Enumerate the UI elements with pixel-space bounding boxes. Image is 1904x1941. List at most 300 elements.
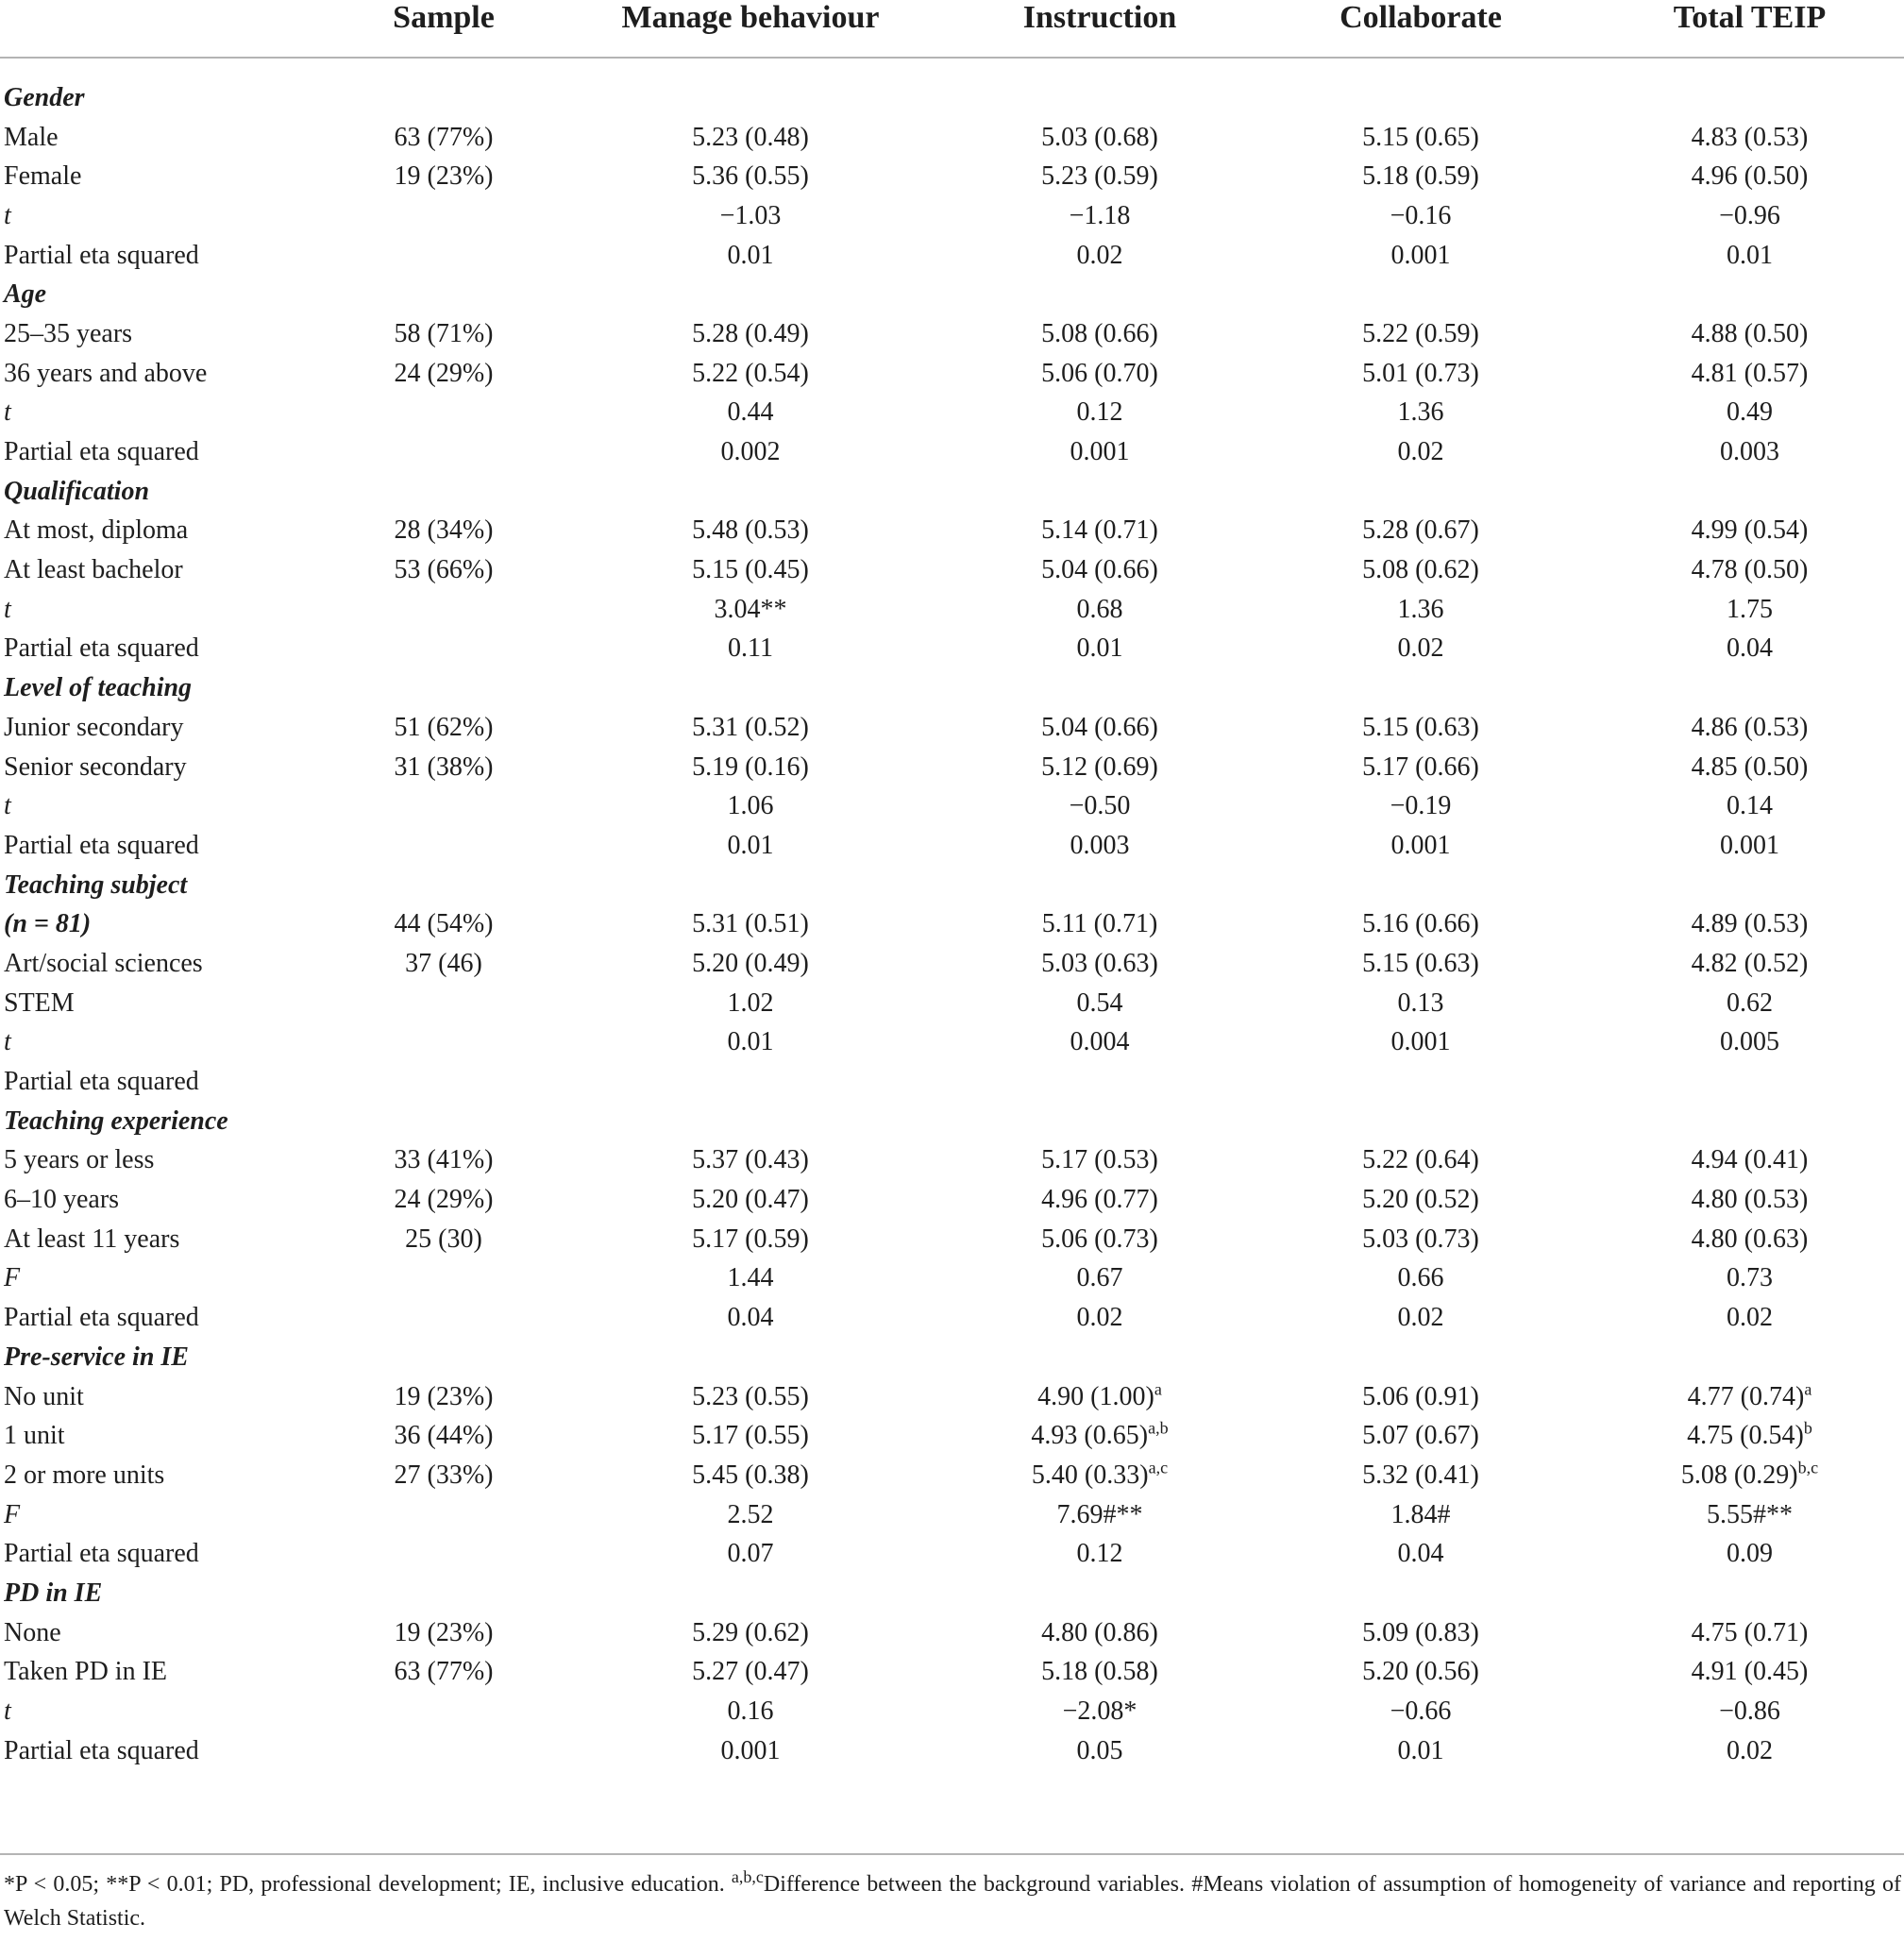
table-cell xyxy=(548,1416,953,1456)
cell-value: 0.001 xyxy=(1070,437,1130,467)
table-cell xyxy=(1595,1220,1904,1259)
table-row xyxy=(0,708,1904,748)
table-cell xyxy=(1595,1259,1904,1299)
table-cell xyxy=(548,1456,953,1495)
table-cell xyxy=(548,984,953,1023)
cell-superscript: a,b xyxy=(1148,1418,1169,1438)
group-header-row xyxy=(0,904,1904,944)
table-cell xyxy=(1246,1298,1595,1338)
cell-value: 4.86 (0.53) xyxy=(1691,712,1809,742)
column-header: Collaborate xyxy=(1246,0,1595,58)
cell-value: 5.09 (0.83) xyxy=(1362,1617,1479,1647)
table-cell xyxy=(953,1653,1246,1693)
cell-value: 0.02 xyxy=(1076,1303,1123,1333)
table-cell xyxy=(340,1731,548,1771)
table-cell xyxy=(1246,236,1595,276)
row-label: None xyxy=(4,1617,61,1647)
table-cell xyxy=(953,708,1246,748)
cell-value: 5.20 (0.56) xyxy=(1362,1657,1479,1687)
row-label: No unit xyxy=(4,1381,84,1411)
row-label: Teaching experience xyxy=(4,1106,228,1136)
table-cell xyxy=(548,1023,953,1063)
table-cell xyxy=(953,786,1246,826)
table-cell xyxy=(548,354,953,394)
cell-value: 0.02 xyxy=(1397,1303,1444,1333)
cell-value: 0.68 xyxy=(1076,594,1123,624)
table-cell xyxy=(953,1180,1246,1220)
cell-value: 51 (62%) xyxy=(394,712,494,742)
statistic-row xyxy=(0,394,1904,433)
table-cell xyxy=(1595,1338,1904,1377)
table-cell xyxy=(953,354,1246,394)
table-cell xyxy=(340,314,548,354)
cell-value: 0.12 xyxy=(1076,1539,1123,1569)
table-cell xyxy=(1246,630,1595,669)
statistic-row xyxy=(0,826,1904,866)
table-cell xyxy=(1246,78,1595,118)
table-cell xyxy=(548,78,953,118)
table-cell xyxy=(953,550,1246,590)
cell-value: 5.11 (0.71) xyxy=(1041,909,1158,939)
column-header: Sample xyxy=(340,0,548,58)
table-cell xyxy=(1246,748,1595,787)
table-cell xyxy=(1246,1023,1595,1063)
table-cell xyxy=(1246,668,1595,708)
row-label: Senior secondary xyxy=(4,751,187,782)
table-row xyxy=(0,1220,1904,1259)
statistic-row xyxy=(0,1692,1904,1731)
cell-value: −0.66 xyxy=(1390,1696,1452,1727)
table-cell xyxy=(1246,708,1595,748)
cell-value: 5.15 (0.63) xyxy=(1362,948,1479,978)
row-label: PD in IE xyxy=(4,1578,103,1608)
table-cell xyxy=(548,1220,953,1259)
table-cell xyxy=(953,826,1246,866)
cell-value: 0.001 xyxy=(1720,830,1779,860)
table-cell xyxy=(1595,590,1904,630)
table-cell xyxy=(953,236,1246,276)
table-cell xyxy=(953,275,1246,314)
table-cell xyxy=(340,394,548,433)
table-cell xyxy=(340,984,548,1023)
table-cell xyxy=(1246,354,1595,394)
table-cell xyxy=(1246,826,1595,866)
cell-value: 5.23 (0.59) xyxy=(1041,161,1158,192)
table-body xyxy=(0,58,1904,1771)
cell-value: 31 (38%) xyxy=(394,751,494,782)
table-cell xyxy=(953,118,1246,158)
table-cell xyxy=(953,1062,1246,1102)
cell-value: 5.20 (0.49) xyxy=(692,948,809,978)
table-row xyxy=(0,1456,1904,1495)
table-cell xyxy=(340,1062,548,1102)
table-cell xyxy=(1246,1102,1595,1141)
table-cell xyxy=(1595,1298,1904,1338)
cell-value: 1.44 xyxy=(727,1263,774,1293)
row-label: STEM xyxy=(4,987,75,1018)
cell-value: 5.03 (0.73) xyxy=(1362,1224,1479,1254)
table-cell xyxy=(1595,1613,1904,1653)
table-cell xyxy=(548,944,953,984)
table-cell xyxy=(340,1613,548,1653)
cell-value: 5.08 (0.29) xyxy=(1680,1460,1798,1490)
table-cell xyxy=(1246,1416,1595,1456)
table-cell xyxy=(548,630,953,669)
table-cell xyxy=(1595,1534,1904,1574)
statistic-row xyxy=(0,630,1904,669)
cell-value: 1.84# xyxy=(1390,1499,1451,1529)
table-cell xyxy=(953,1102,1246,1141)
cell-value: 0.01 xyxy=(1727,240,1773,270)
row-label: Junior secondary xyxy=(4,712,184,742)
table-cell xyxy=(953,668,1246,708)
table-cell xyxy=(1246,1220,1595,1259)
row-label: 6–10 years xyxy=(4,1185,120,1215)
cell-value: 5.20 (0.47) xyxy=(692,1185,809,1215)
table-cell xyxy=(340,1141,548,1181)
table-cell xyxy=(1246,275,1595,314)
table-cell xyxy=(548,1338,953,1377)
cell-value: 0.002 xyxy=(720,437,781,467)
table-cell xyxy=(953,1220,1246,1259)
table-cell xyxy=(1246,1613,1595,1653)
table-row xyxy=(0,1141,1904,1181)
table-cell xyxy=(548,1062,953,1102)
table-cell xyxy=(1595,786,1904,826)
row-label: At least bachelor xyxy=(4,555,183,585)
table-cell xyxy=(1246,1456,1595,1495)
table-cell xyxy=(340,1574,548,1613)
row-label: Female xyxy=(4,161,82,192)
cell-value: 5.20 (0.52) xyxy=(1362,1185,1479,1215)
table-row xyxy=(0,157,1904,196)
table-cell xyxy=(548,1692,953,1731)
row-label: (n = 81) xyxy=(4,909,92,939)
table-cell xyxy=(340,1653,548,1693)
row-label: Partial eta squared xyxy=(4,830,199,860)
table-cell xyxy=(1595,1141,1904,1181)
table-cell xyxy=(1595,1495,1904,1535)
cell-value: 5.28 (0.67) xyxy=(1362,515,1479,546)
row-label: Level of teaching xyxy=(4,673,193,703)
header-row xyxy=(0,0,1904,58)
row-label: t xyxy=(4,791,11,821)
cell-value: 0.12 xyxy=(1076,397,1123,428)
group-header-row xyxy=(0,668,1904,708)
table-cell xyxy=(953,157,1246,196)
table-cell xyxy=(340,708,548,748)
table-row xyxy=(0,1180,1904,1220)
table-cell xyxy=(1246,550,1595,590)
cell-value: 0.001 xyxy=(1390,1027,1451,1057)
table-cell xyxy=(548,118,953,158)
row-label: F xyxy=(4,1263,21,1293)
table-cell xyxy=(340,944,548,984)
table-cell xyxy=(953,1692,1246,1731)
table-cell xyxy=(1595,157,1904,196)
cell-value: 33 (41%) xyxy=(394,1145,494,1175)
cell-value: 0.73 xyxy=(1727,1263,1773,1293)
table-cell xyxy=(548,196,953,236)
table-cell xyxy=(548,236,953,276)
table-cell xyxy=(1595,512,1904,551)
table-cell xyxy=(1246,394,1595,433)
row-label: t xyxy=(4,200,11,230)
table-cell xyxy=(1246,512,1595,551)
cell-value: 4.77 (0.74) xyxy=(1687,1381,1805,1411)
statistic-row xyxy=(0,1023,1904,1063)
cell-value: 0.13 xyxy=(1397,987,1444,1018)
column-header xyxy=(0,0,340,58)
cell-value: 5.15 (0.45) xyxy=(692,555,809,585)
group-header-row xyxy=(0,275,1904,314)
cell-value: 5.31 (0.52) xyxy=(692,712,809,742)
table-cell xyxy=(548,668,953,708)
group-header-row xyxy=(0,472,1904,512)
cell-value: 4.80 (0.63) xyxy=(1691,1224,1809,1254)
group-header-row xyxy=(0,1338,1904,1377)
table-cell xyxy=(1246,1692,1595,1731)
cell-value: 5.01 (0.73) xyxy=(1362,358,1479,388)
table-footnote xyxy=(4,1867,1901,1935)
table-cell xyxy=(1595,1102,1904,1141)
table-cell xyxy=(548,708,953,748)
table-cell xyxy=(953,1456,1246,1495)
table-cell xyxy=(340,786,548,826)
statistic-row xyxy=(0,1731,1904,1771)
cell-value: 4.82 (0.52) xyxy=(1691,948,1809,978)
cell-value: 1.75 xyxy=(1727,594,1773,624)
cell-value: 1.06 xyxy=(727,791,774,821)
cell-value: 4.81 (0.57) xyxy=(1691,358,1809,388)
cell-value: 5.08 (0.62) xyxy=(1362,555,1479,585)
cell-value: 4.75 (0.71) xyxy=(1691,1617,1809,1647)
table-cell xyxy=(548,904,953,944)
table-cell xyxy=(1246,472,1595,512)
cell-value: 0.02 xyxy=(1076,240,1123,270)
row-label: 2 or more units xyxy=(4,1460,165,1490)
cell-value: 0.01 xyxy=(727,830,774,860)
cell-superscript: a xyxy=(1154,1379,1162,1399)
cell-value: 19 (23%) xyxy=(394,1617,494,1647)
cell-value: 0.04 xyxy=(1727,633,1773,664)
cell-value: 5.06 (0.73) xyxy=(1041,1224,1158,1254)
table-cell xyxy=(340,1220,548,1259)
table-row xyxy=(0,1613,1904,1653)
cell-value: 5.03 (0.63) xyxy=(1041,948,1158,978)
cell-value: 5.29 (0.62) xyxy=(692,1617,809,1647)
cell-value: 37 (46) xyxy=(405,948,482,978)
cell-value: 5.16 (0.66) xyxy=(1362,909,1479,939)
cell-value: 24 (29%) xyxy=(394,1185,494,1215)
cell-value: 5.48 (0.53) xyxy=(692,515,809,546)
table-cell xyxy=(1246,1653,1595,1693)
cell-value: 0.003 xyxy=(1720,437,1779,467)
table-cell xyxy=(953,1416,1246,1456)
cell-value: 19 (23%) xyxy=(394,1381,494,1411)
cell-value: 0.44 xyxy=(727,397,774,428)
table-cell xyxy=(548,394,953,433)
cell-value: 5.40 (0.33) xyxy=(1031,1460,1149,1490)
table-cell xyxy=(953,1613,1246,1653)
group-header-row xyxy=(0,1102,1904,1141)
table-cell xyxy=(1595,1653,1904,1693)
cell-value: 0.01 xyxy=(727,1027,774,1057)
table-cell xyxy=(548,512,953,551)
cell-value: 5.23 (0.48) xyxy=(692,122,809,152)
table-cell xyxy=(340,866,548,905)
cell-value: 5.28 (0.49) xyxy=(692,318,809,348)
table-cell xyxy=(340,1377,548,1417)
table-row xyxy=(0,944,1904,984)
cell-value: 0.49 xyxy=(1727,397,1773,428)
cell-value: 5.04 (0.66) xyxy=(1041,555,1158,585)
cell-value: 0.01 xyxy=(1076,633,1123,664)
table-row xyxy=(0,550,1904,590)
cell-value: 0.04 xyxy=(1397,1539,1444,1569)
table-cell xyxy=(548,590,953,630)
cell-value: 0.02 xyxy=(1727,1735,1773,1765)
table-cell xyxy=(548,157,953,196)
group-header-row xyxy=(0,1574,1904,1613)
column-header: Instruction xyxy=(953,0,1246,58)
table-cell xyxy=(340,590,548,630)
row-label: Qualification xyxy=(4,476,150,506)
table-cell xyxy=(953,1298,1246,1338)
cell-superscript: a xyxy=(1804,1379,1812,1399)
table-cell xyxy=(1595,118,1904,158)
statistic-row xyxy=(0,1495,1904,1535)
table-cell xyxy=(340,432,548,472)
cell-value: 0.01 xyxy=(1397,1735,1444,1765)
table-cell xyxy=(340,748,548,787)
row-label: Taken PD in IE xyxy=(4,1657,168,1687)
table-cell xyxy=(1246,1062,1595,1102)
footnote-significance: *P < 0.05; **P < 0.01; PD, professional development; IE, inclusive education. xyxy=(4,1872,732,1897)
row-label: At least 11 years xyxy=(4,1224,180,1254)
cell-value: 0.54 xyxy=(1076,987,1123,1018)
cell-value: 0.14 xyxy=(1727,791,1773,821)
cell-value: 4.93 (0.65) xyxy=(1031,1421,1149,1451)
cell-value: −2.08* xyxy=(1062,1696,1137,1727)
footnote-explanation: Difference between the background variables. #Means violation of assumption of homogeneity of variance and reporting of Welch Statistic. xyxy=(4,1872,1901,1931)
table-cell xyxy=(1595,1731,1904,1771)
table-cell xyxy=(548,748,953,787)
statistic-row xyxy=(0,590,1904,630)
table-cell xyxy=(548,1534,953,1574)
row-label: Partial eta squared xyxy=(4,1539,199,1569)
table-cell xyxy=(1246,118,1595,158)
table-cell xyxy=(548,786,953,826)
table-row xyxy=(0,1377,1904,1417)
cell-value: 0.001 xyxy=(1390,830,1451,860)
cell-value: 4.80 (0.53) xyxy=(1691,1185,1809,1215)
table-cell xyxy=(953,472,1246,512)
cell-value: 5.06 (0.70) xyxy=(1041,358,1158,388)
table-cell xyxy=(953,1377,1246,1417)
table-cell xyxy=(1595,1062,1904,1102)
group-header-row xyxy=(0,866,1904,905)
cell-value: 19 (23%) xyxy=(394,161,494,192)
row-label: Partial eta squared xyxy=(4,437,199,467)
cell-value: 0.11 xyxy=(728,633,773,664)
table-cell xyxy=(1595,1574,1904,1613)
table-cell xyxy=(548,1141,953,1181)
cell-value: 5.18 (0.58) xyxy=(1041,1657,1158,1687)
table-cell xyxy=(953,196,1246,236)
table-cell xyxy=(953,904,1246,944)
table-cell xyxy=(340,1338,548,1377)
statistic-row xyxy=(0,786,1904,826)
table-cell xyxy=(1246,590,1595,630)
table-cell xyxy=(1595,668,1904,708)
table-cell xyxy=(340,157,548,196)
table-cell xyxy=(1595,1416,1904,1456)
cell-value: 63 (77%) xyxy=(394,122,494,152)
table-cell xyxy=(1246,1731,1595,1771)
row-label: Partial eta squared xyxy=(4,240,199,270)
group-header-row xyxy=(0,78,1904,118)
header-spacer xyxy=(0,58,1904,78)
cell-value: 0.004 xyxy=(1070,1027,1130,1057)
table-cell xyxy=(340,904,548,944)
cell-value: 1.02 xyxy=(727,987,774,1018)
row-label: Male xyxy=(4,122,59,152)
table-cell xyxy=(340,1259,548,1299)
cell-value: 5.55#** xyxy=(1707,1499,1793,1529)
table-cell xyxy=(340,236,548,276)
table-cell xyxy=(953,630,1246,669)
cell-value: 5.45 (0.38) xyxy=(692,1460,809,1490)
cell-value: 4.83 (0.53) xyxy=(1691,122,1809,152)
cell-value: 44 (54%) xyxy=(394,909,494,939)
table-cell xyxy=(340,354,548,394)
table-row xyxy=(0,118,1904,158)
table-cell xyxy=(953,944,1246,984)
cell-value: 5.17 (0.53) xyxy=(1041,1145,1158,1175)
row-label: Gender xyxy=(4,82,85,112)
table-cell xyxy=(953,1338,1246,1377)
table-cell xyxy=(548,1613,953,1653)
statistic-row xyxy=(0,236,1904,276)
cell-value: 0.003 xyxy=(1070,830,1130,860)
table-cell xyxy=(340,472,548,512)
table-row xyxy=(0,354,1904,394)
table-cell xyxy=(340,1495,548,1535)
cell-value: 4.88 (0.50) xyxy=(1691,318,1809,348)
cell-value: 5.17 (0.59) xyxy=(692,1224,809,1254)
cell-value: 27 (33%) xyxy=(394,1460,494,1490)
cell-value: 0.04 xyxy=(727,1303,774,1333)
cell-value: 0.02 xyxy=(1397,633,1444,664)
table-cell xyxy=(1246,786,1595,826)
column-header: Manage behaviour xyxy=(548,0,953,58)
cell-value: 53 (66%) xyxy=(394,555,494,585)
row-label: At most, diploma xyxy=(4,515,189,546)
table-cell xyxy=(1595,984,1904,1023)
cell-value: 63 (77%) xyxy=(394,1657,494,1687)
cell-value: 4.96 (0.50) xyxy=(1691,161,1809,192)
table-cell xyxy=(340,1692,548,1731)
table-cell xyxy=(1595,314,1904,354)
table-cell xyxy=(953,984,1246,1023)
table-cell xyxy=(1246,1534,1595,1574)
row-label: Pre-service in IE xyxy=(4,1342,189,1372)
cell-value: 5.27 (0.47) xyxy=(692,1657,809,1687)
table-cell xyxy=(340,196,548,236)
table-cell xyxy=(340,78,548,118)
table-cell xyxy=(340,668,548,708)
